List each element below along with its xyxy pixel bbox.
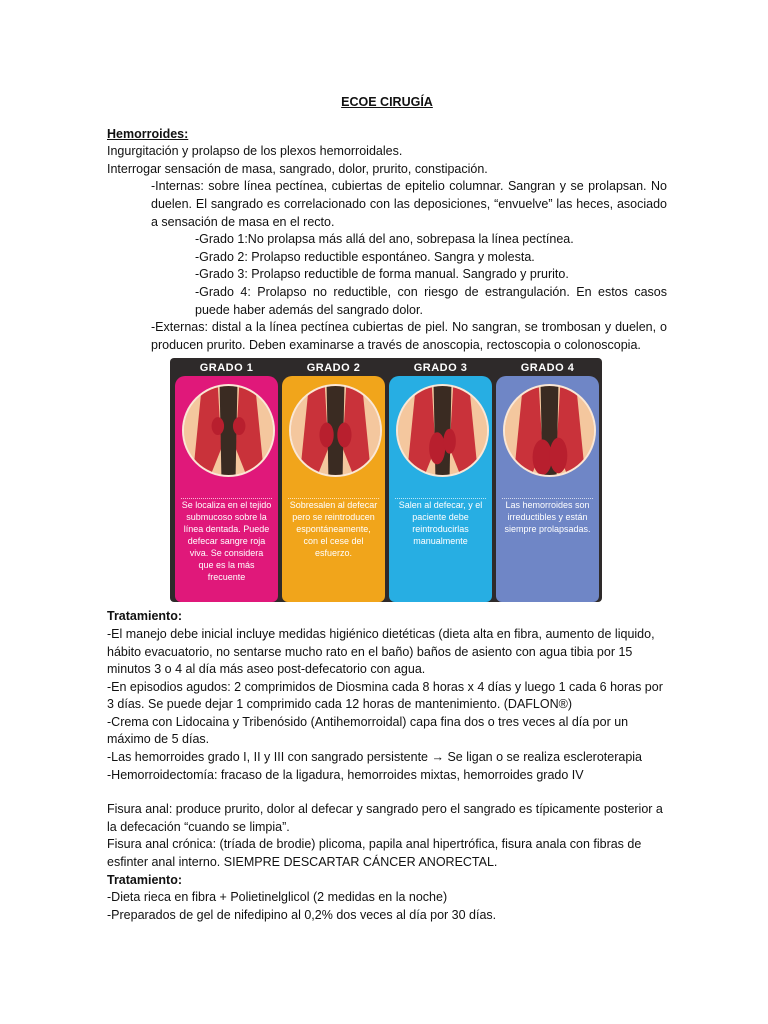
section-heading-tratamiento: Tratamiento: [107,609,183,624]
grade-2-label: GRADO 2 [306,362,361,375]
paragraph-internas: -Internas: sobre línea pectínea, cubiertas de epitelio columnar. Sangran y se prolapsan. No duelen. El sangrado es correlacionado con las deposiciones, “envuelve” las heces, asociado a sensación de masa en el recto. [151,179,667,229]
paragraph: Ingurgitación y prolapso de los plexos hemorroidales. [107,144,403,159]
grade-4-caption: Las hemorroides son irreductibles y están siempre prolapsadas. [502,498,593,535]
grade-1-label: GRADO 1 [199,362,254,375]
grade-1-illustration [182,384,275,477]
grade-2-illustration [289,384,382,477]
section-heading-hemorroides: Hemorroides: [107,126,189,141]
grade-1-column [175,358,278,602]
grade-4-illustration [503,384,596,477]
paragraph: -En episodios agudos: 2 comprimidos de Diosmina cada 8 horas x 4 días y luego 1 cada 6 horas por 3 días. Se puede dejar 1 comprimido cada 12 horas de mantenimiento. (DAFLON®) [107,679,663,712]
paragraph: -Dieta rieca en fibra + Polietinelglicol (2 medidas en la noche) [107,890,448,905]
grade-3-column [389,358,492,602]
grade-3-caption: Salen al defecar, y el paciente debe reintroducirlas manualmente [395,498,486,547]
paragraph: -Crema con Lidocaina y Tribenósido (Antihemorroidal) capa fina dos o tres veces al día por un máximo de 5 días. [107,714,629,747]
paragraph-grado-3: -Grado 3: Prolapso reductible de forma manual. Sangrado y prurito. [195,267,569,282]
paragraph-fisura-anal: Fisura anal: produce prurito, dolor al defecar y sangrado pero el sangrado es típicamente posterior a la defecación “cuando se limpia”. [107,802,663,834]
paragraph: Interrogar sensación de masa, sangrado, dolor, prurito, constipación. [107,161,488,176]
document-title: ECOE CIRUGÍA [341,95,433,109]
grade-2-caption: Sobresalen al defecar pero se reintroducen espontáneamente, con el cese del esfuerzo. [289,500,378,559]
grade-1-caption: Se localiza en el tejido submucoso sobre la línea dentada. Puede defecar sangre roja viva. Se considera que es la más frecuente [181,500,272,583]
grade-3-illustration [396,384,489,477]
paragraph-grado-4: -Grado 4: Prolapso no reductible, con riesgo de estrangulación. En estos casos puede haber además del sangrado dolor. [195,284,667,317]
section-heading-tratamiento-fisura: Tratamiento: [107,872,183,887]
grade-2-column [282,358,385,602]
paragraph: -El manejo debe inicial incluye medidas higiénico dietéticas (dieta alta en fibra, aumento de liquido, hábito evacuatorio, no sentarse mucho rato en el baño) baños de asiento con agua tibia por 15 minutos 3 o 4 al día más aseo post-defecatorio con agua. [107,626,655,677]
paragraph: -Hemorroidectomía: fracaso de la ligadura, hemorroides mixtas, hemorroides grado IV [107,767,584,782]
document-page [107,94,667,924]
grade-4-column [496,358,599,602]
hemorrhoid-grades-figure [170,358,602,602]
paragraph: -Las hemorroides grado I, II y III con sangrado persistente → Se ligan o se realiza escleroterapia [107,750,643,765]
paragraph-externas: -Externas: distal a la línea pectínea cubiertas de piel. No sangran, se trombosan y duelen, o producen prurito. Deben examinarse a través de anoscopia, rectoscopia o colonoscopia. [151,320,667,352]
grade-4-label: GRADO 4 [520,362,575,375]
paragraph-fisura-anal-cronica: Fisura anal crónica: (tríada de brodie) plicoma, papila anal hipertrófica, fisura anala con fibras de esfinter anal interno. SIEMPRE DESCARTAR CÁNCER ANORECTAL. [107,837,642,870]
paragraph-grado-2: -Grado 2: Prolapso reductible espontáneo. Sangra y molesta. [195,249,535,264]
grade-3-label: GRADO 3 [413,362,468,375]
paragraph-grado-1: -Grado 1:No prolapsa más allá del ano, sobrepasa la línea pectínea. [195,232,574,247]
paragraph: -Preparados de gel de nifedipino al 0,2% dos veces al día por 30 días. [107,907,497,922]
